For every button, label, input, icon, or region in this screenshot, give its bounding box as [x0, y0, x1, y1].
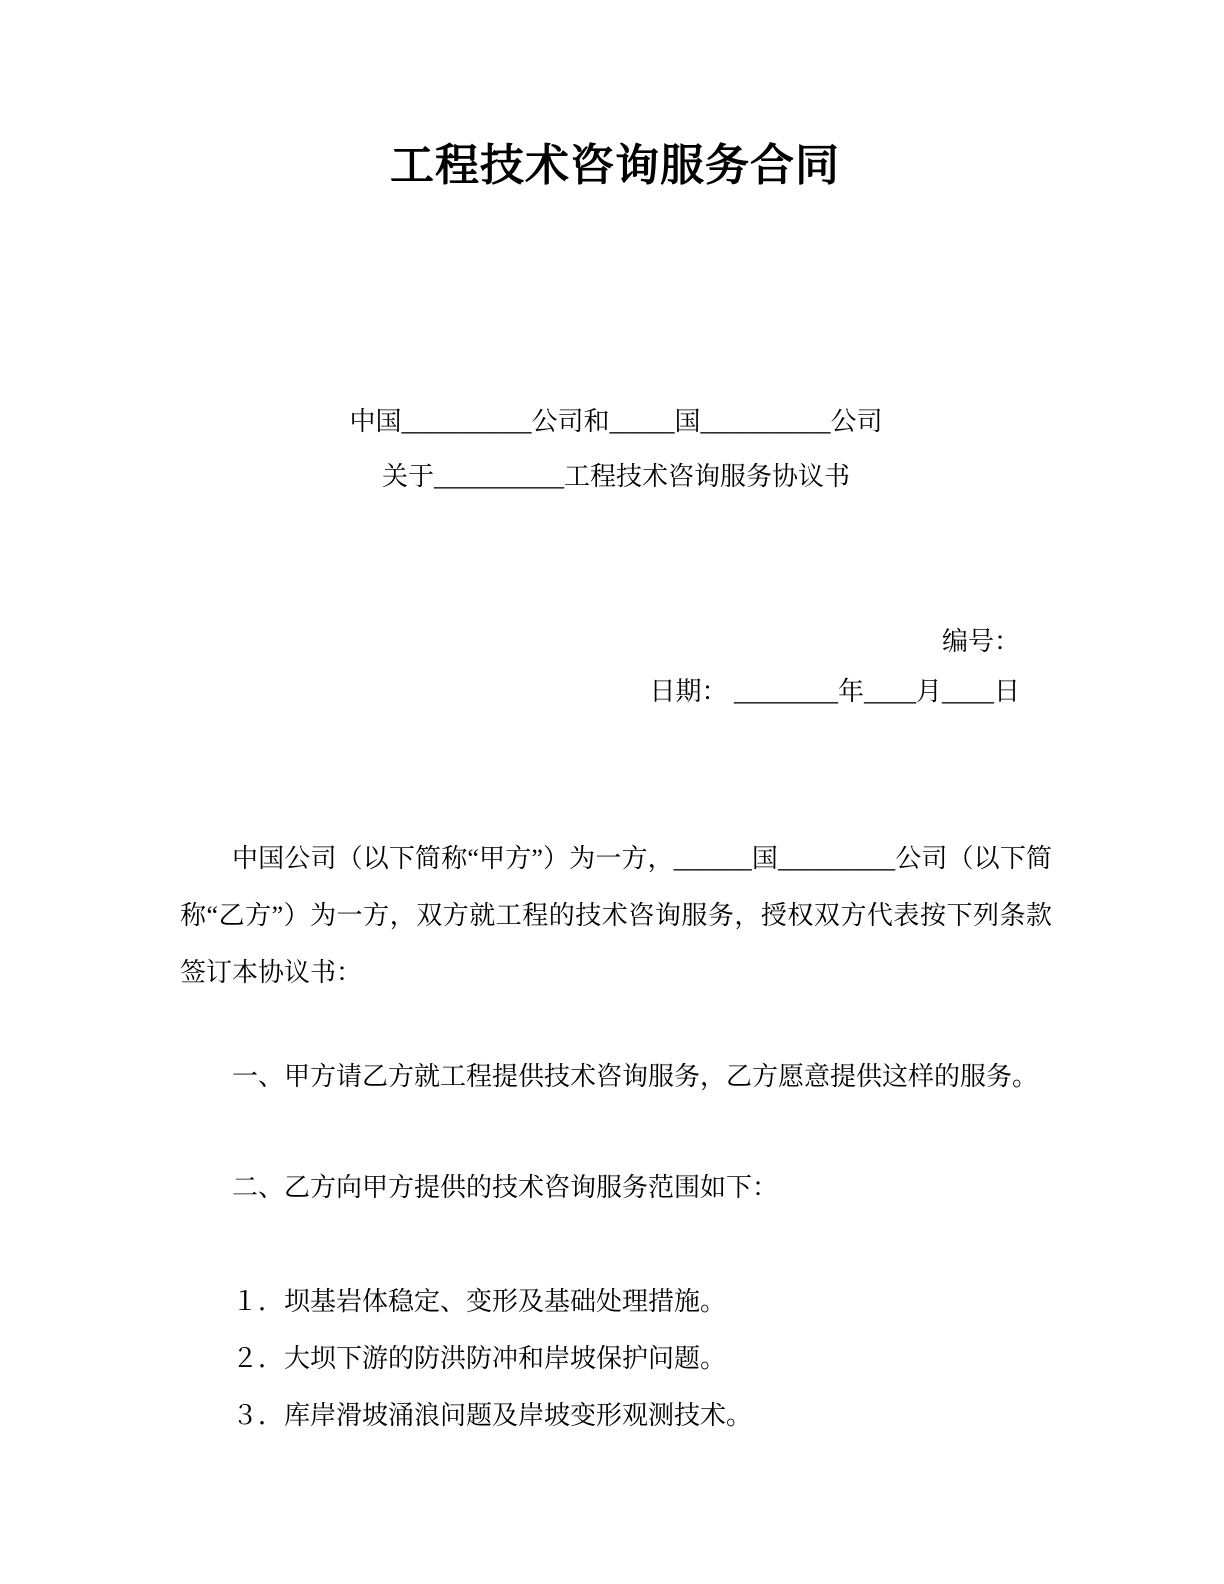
clause-item-2: 二、乙方向甲方提供的技术咨询服务范围如下： — [232, 1173, 779, 1202]
service-scope-item-2: ２．大坝下游的防洪防冲和岸坡保护问题。 — [232, 1344, 727, 1373]
clause-item-1: 一、甲方请乙方就工程提供技术咨询服务，乙方愿意提供这样的服务。 — [232, 1062, 1039, 1091]
intro-paragraph: 中国公司（以下简称“甲方”）为一方，______国_________公司（以下简称“乙方”）为一方，双方就工程的技术咨询服务，授权双方代表按下列条款签订本协议书： — [180, 844, 1052, 987]
document-title: 工程技术咨询服务合同 — [390, 141, 840, 190]
service-scope-item-1: １．坝基岩体稳定、变形及基础处理措施。 — [232, 1287, 727, 1316]
contract-date-line: 日期： ________年____月____日 — [649, 677, 1020, 706]
contract-number-label: 编号： — [941, 627, 1020, 656]
subtitle-agreement-line: 关于__________工程技术咨询服务协议书 — [381, 462, 850, 491]
subtitle-parties-line: 中国__________公司和_____国__________公司 — [349, 407, 883, 436]
service-scope-item-3: ３．库岸滑坡涌浪问题及岸坡变形观测技术。 — [232, 1401, 753, 1430]
